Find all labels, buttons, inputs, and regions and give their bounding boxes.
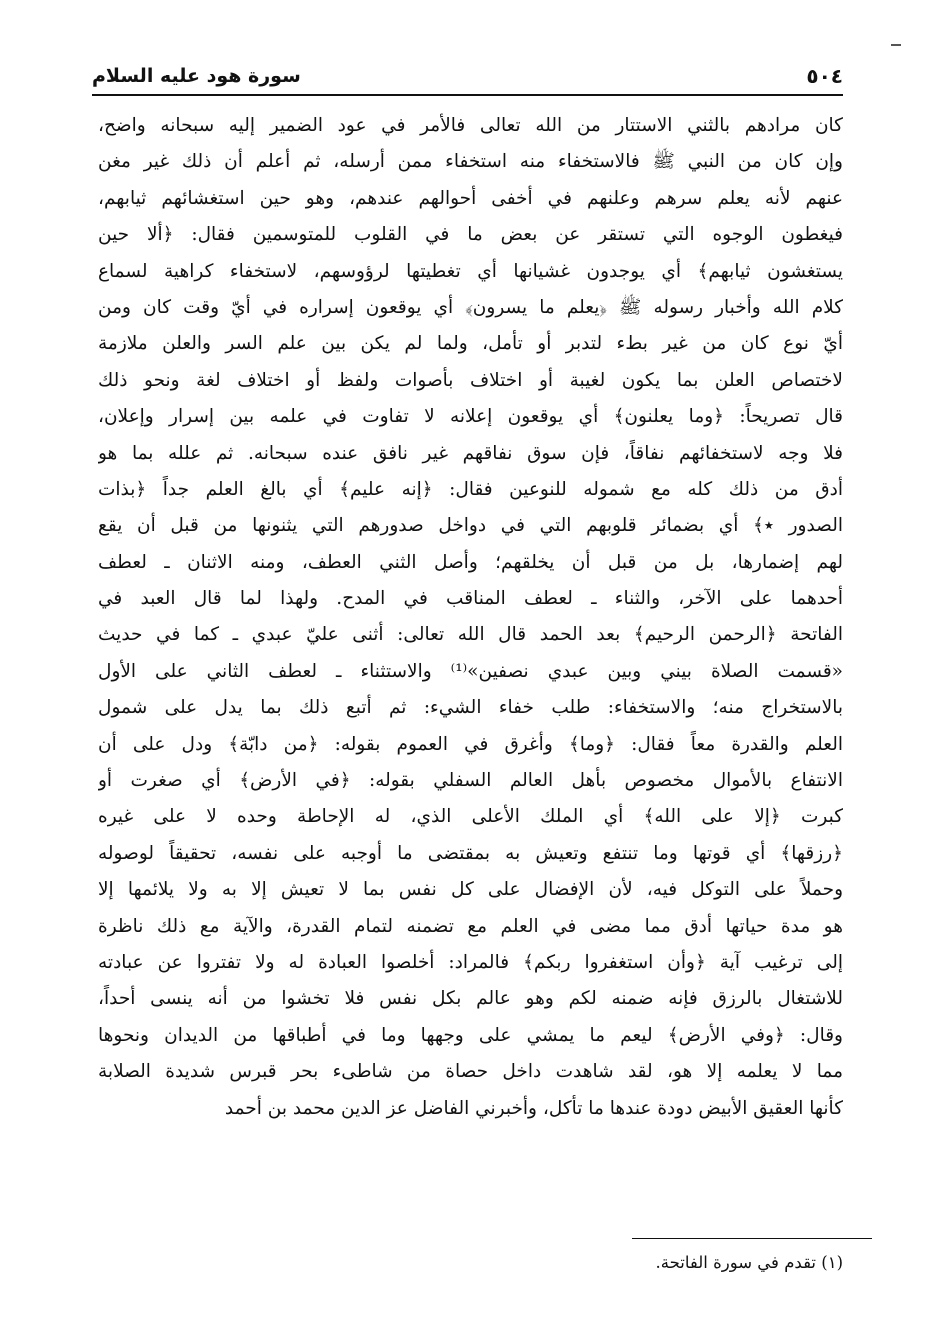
text-line: بالاستخراج منه؛ والاستخفاء: طلب خفاء الشيء: ثم أتبع ذلك بما يدل على شمول [98,697,843,719]
surah-title: سورة هود عليه السلام [92,65,301,87]
text-line: الانتفاع بالأموال مخصوص بأهل العالم السفلي بقوله: ﴿في الأرض﴾ أي صغرت أو [98,770,843,792]
text-line: فلا وجه لاستخفائهم نفاقاً، فإن سوق نفاقهم غير نافق عنده سبحانه. ثم علله بما هو [98,442,843,464]
text-line: مما لا يعلمه إلا هو، لقد شاهدت داخل حصاة من شاطىء بحر قبرس شديدة الصلابة [98,1061,843,1083]
text-line: الصدور ٭﴾ أي بضمائر قلوبهم التي في دواخل صدورهم التي يثنونها من قبل أن يقع [98,515,843,537]
text-line: وقال: ﴿وفي الأرض﴾ ليعم ما يمشي على وجهها وما في أطباقها من الديدان ونحوها [98,1024,843,1046]
text-line: عنهم لأنه يعلم سرهم وعلنهم في أخفى أحوالهم عندهم، وهو حين استغشائهم ثيابهم، [98,187,843,209]
text-line: كبرت ﴿إلا على الله﴾ أي الملك الأعلى الذي، له الإحاطة وحده لا على غيره [98,806,843,828]
text-line: «قسمت الصلاة بيني وبين عبدي نصفين»⁽¹⁾ والاستثناء ـ لعطف الثاني على الأول [98,660,843,682]
text-line: يستغشون ثيابهم﴾ أي يوجدون غشيانها أي تغطيتها لرؤوسهم، لاستخفاء كراهية لسماع [98,260,843,282]
page-number: ٥٠٤ [806,64,843,88]
text-line: قال تصريحاً: ﴿وما يعلنون﴾ أي يوقعون إعلانه لا تفاوت في علمه بين إسرار وإعلان، [98,406,843,428]
text-line: كان مرادهم بالثني الاستتار من الله تعالى فالأمر في عود الضمير إليه سبحانه واضح، [98,115,843,136]
text-line: أيّ نوع كان من غير بطء لتدبر أو تأمل، ولما لم يكن بين علم السر والعلن ملازمة [98,333,843,355]
text-line: كلام الله وأخبار رسوله ﷺ ﴿يعلم ما يسرون﴾ أي يوقعون إسراره في أيّ وقت كان ومن [98,296,843,318]
footnote: (١) تقدم في سورة الفاتحة. [655,1253,843,1272]
text-line: فيغطون الوجوه التي تستقر عن بعض ما في القلوب للمتوسمين فقال: ﴿ألا حين [98,224,843,246]
text-line: وإن كان من النبي ﷺ فالاستخفاء منه استخفاء ممن أرسله، ثم أعلم أن ذلك غير مغن [98,151,843,173]
text-line: العلم والقدرة معاً فقال: ﴿وما﴾ وأغرق في العموم بقوله: ﴿من دابّة﴾ ودل على أن [98,733,843,755]
text-line: هو مدة حياتها أدق مما مضى في العلم مع تضمنه لتمام القدرة، والآية مع ذلك ناظرة [98,915,843,937]
text-line: ﴿رزقها﴾ أي قوتها وما تنتفع وتعيش به بمقتضى ما أوجبه على نفسه، تحقيقاً لوصوله [98,842,843,864]
text-line: لهم إضمارها، بل من قبل أن يخلقهم؛ وأصل الثني العطف، ومنه الاثنان ـ لعطف [98,551,843,573]
scan-mark [891,44,901,46]
running-header [92,58,843,96]
footnote-divider [632,1238,872,1239]
main-text-block [98,108,843,1127]
text-line: لاختصاص العلن بما يكون لغيبة أو اختلاف بأصوات ولفظ أو اختلاف لغة ونحو ذلك [98,369,843,391]
text-line: للاشتغال بالرزق فإنه ضمنه لكم وهو عالم بكل نفس فلا تخشوا من أنه ينسى أحداً، [98,988,843,1010]
text-line: أحدهما على الآخر، والثناء ـ لعطف المناقب في المدح. ولهذا لما قال العبد في [98,588,843,610]
text-line: كأنها العقيق الأبيض دودة عندها ما تأكل، وأخبرني الفاضل عز الدين محمد بن أحمد [224,1097,843,1119]
text-line: أدق من ذلك كله مع شموله للنوعين فقال: ﴿إنه عليم﴾ أي بالغ العلم جداً ﴿بذات [98,478,843,500]
text-line: الفاتحة ﴿الرحمن الرحيم﴾ بعد الحمد قال الله تعالى: أثنى عليّ عبدي ـ كما في حديث [98,624,843,646]
text-line: إلى ترغيب آية ﴿وأن استغفروا ربكم﴾ فالمراد: أخلصوا العبادة له ولا تفتروا عن عبادته [98,951,843,973]
text-line: وحملاً على التوكل فيه، لأن الإفضال على كل نفس بما لا تعيش إلا به ولا يلائمها إلا [98,879,843,901]
